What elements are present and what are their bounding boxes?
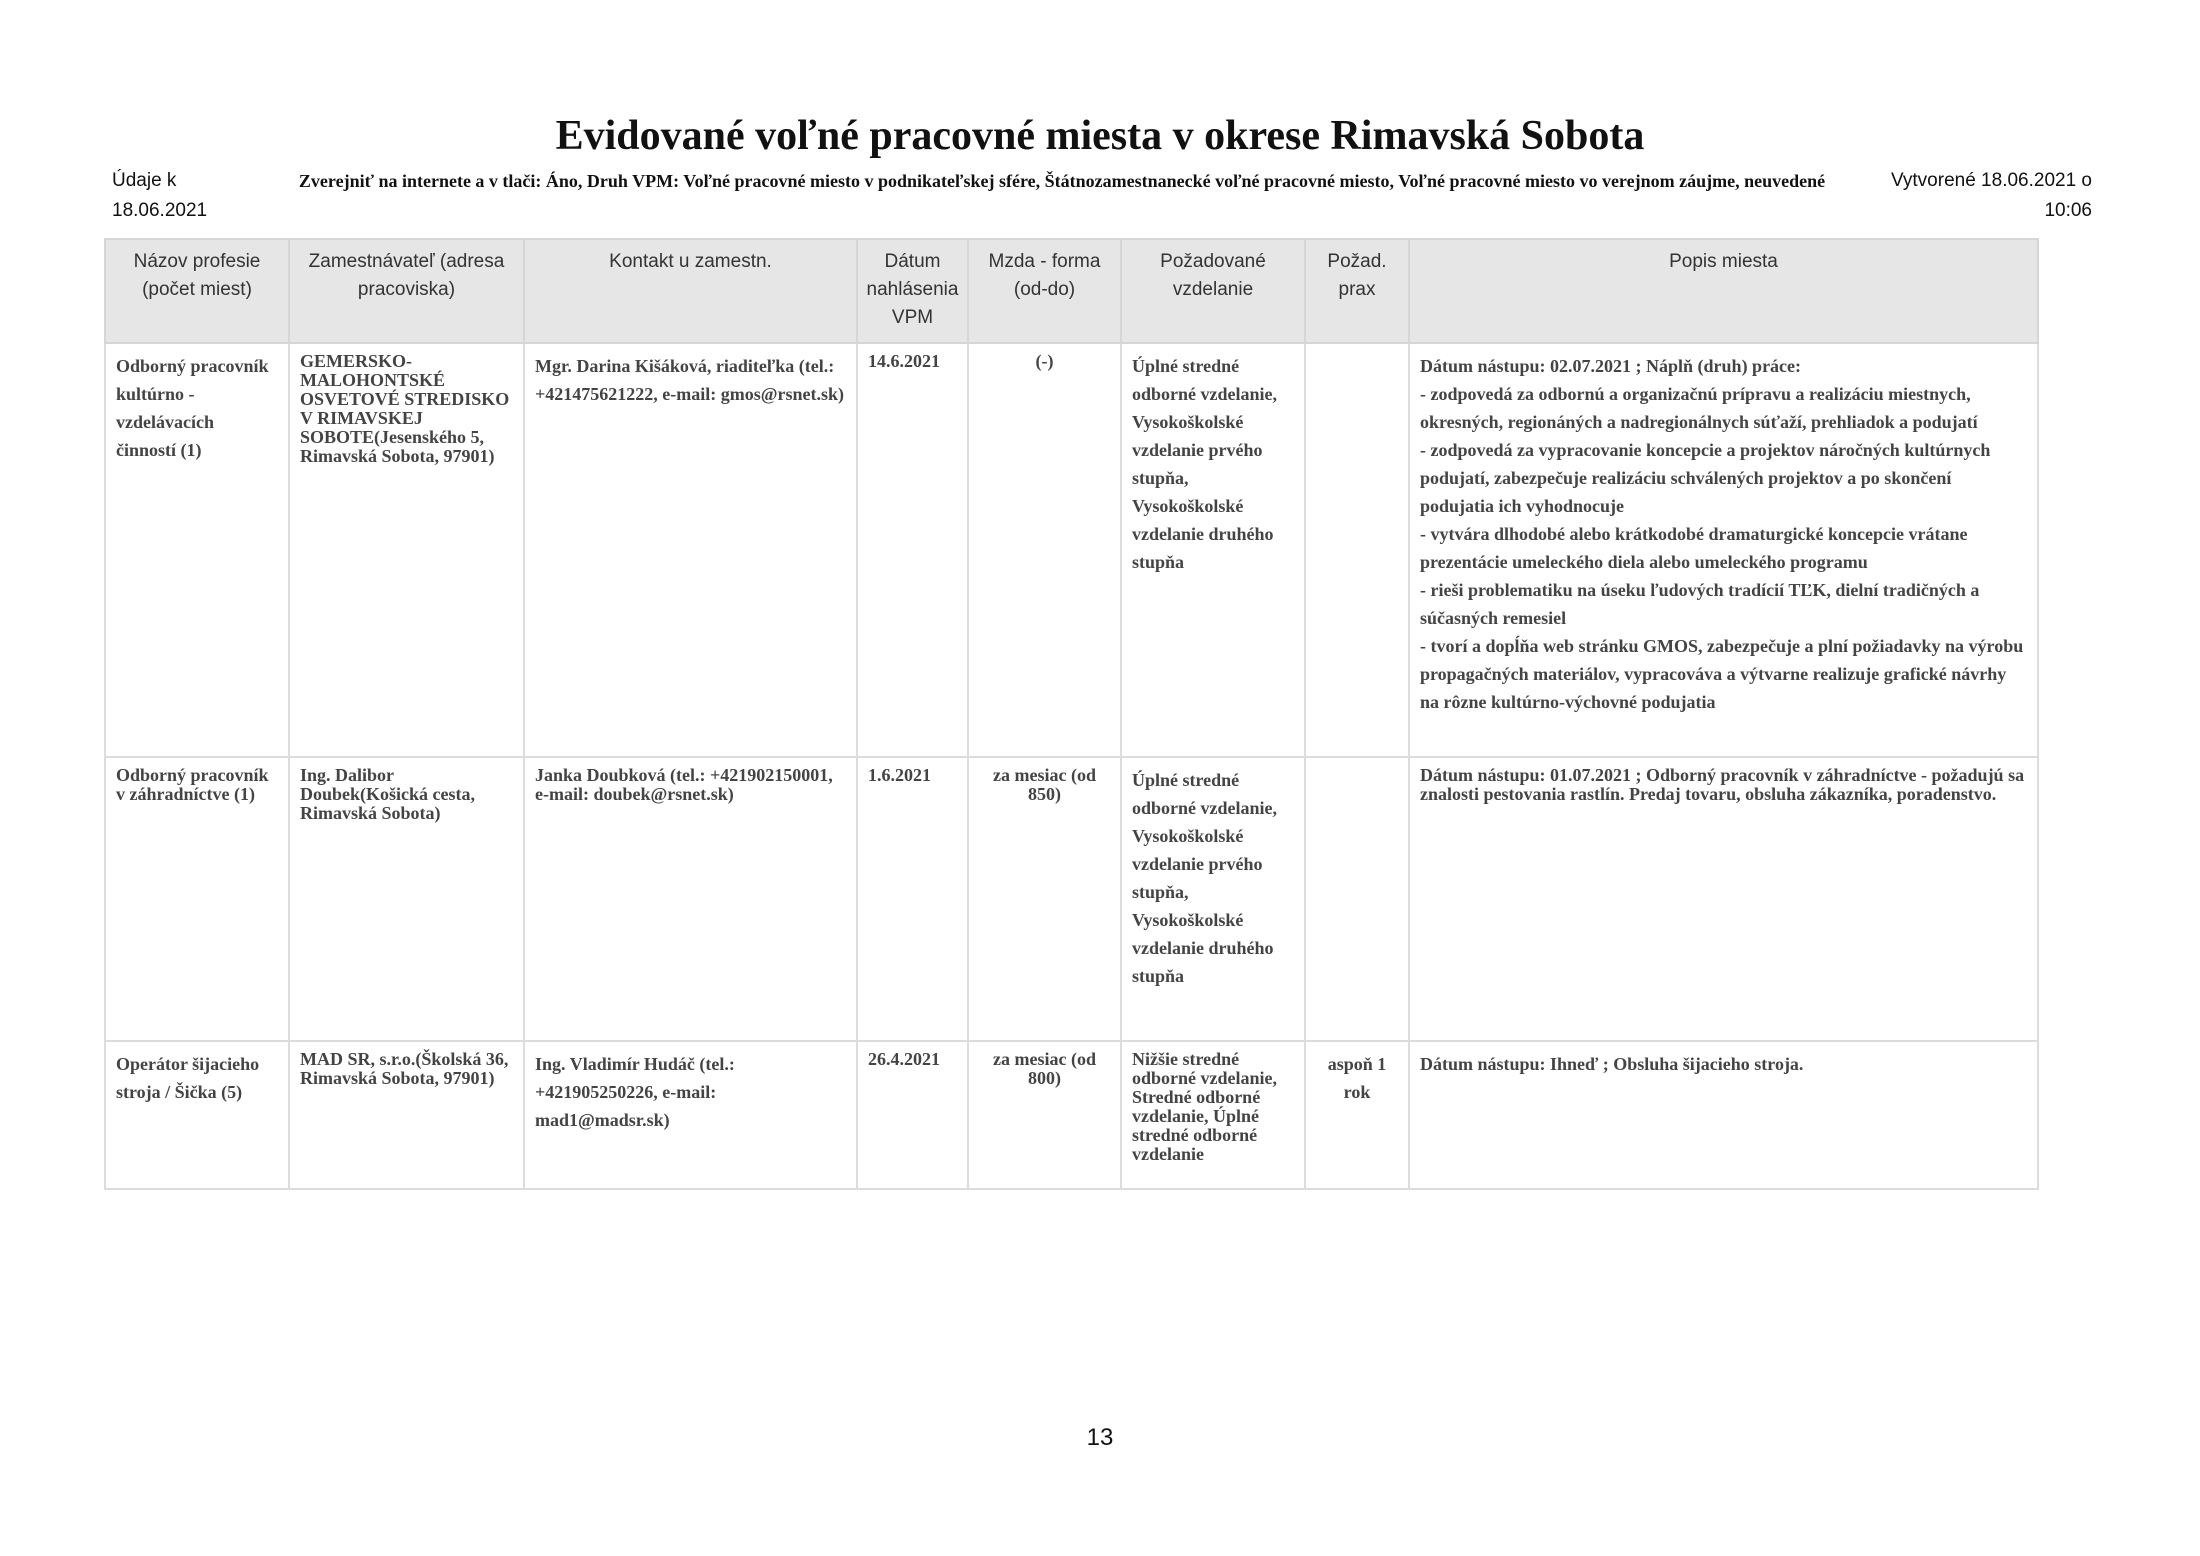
- table-row: [105, 1041, 2038, 1189]
- date-cell: 26.4.2021: [857, 1041, 968, 1189]
- date-cell: 14.6.2021: [857, 343, 968, 757]
- data-date: Údaje k 18.06.2021: [112, 170, 208, 221]
- date-cell: 1.6.2021: [857, 757, 968, 1041]
- description-cell: [1409, 757, 2038, 1041]
- column-header-profession: Názov profesie (počet miest): [105, 239, 289, 343]
- filter-description: Zverejniť na internete a v tlači: Áno, Druh VPM: Voľné pracovné miesto v podnikateľskej sfére, Štátnozamestnanecké voľné pracovné miesto, Voľné pracovné miesto vo verejnom záujme, neuvedené: [298, 171, 1826, 191]
- description-line: Dátum nástupu: 02.07.2021 ; Náplň (druh) práce:: [1420, 356, 1802, 376]
- column-header-date: Dátum nahlásenia VPM: [857, 239, 968, 343]
- description-line: - tvorí a dopĺňa web stránku GMOS, zabezpečuje a plní požiadavky na výrobu propagačných materiálov, vypracováva a výtvarne realizuje grafické návrhy na rôzne kultúrno-výchovné podujatia: [1420, 636, 2024, 712]
- column-header-contact: Kontakt u zamestn.: [524, 239, 857, 343]
- employer-cell: GEMERSKO-MALOHONTSKÉ OSVETOVÉ STREDISKO V RIMAVSKEJ SOBOTE(Jesenského 5, Rimavská Sobota, 97901): [289, 343, 524, 757]
- education-cell: Úplné stredné odborné vzdelanie, Vysokoškolské vzdelanie prvého stupňa, Vysokoškolské vzdelanie druhého stupňa: [1121, 757, 1305, 1041]
- vacancies-table: [104, 238, 2039, 1190]
- column-header-description: Popis miesta: [1409, 239, 2038, 343]
- education-cell: Nižšie stredné odborné vzdelanie, Stredné odborné vzdelanie, Úplné stredné odborné vzdelanie: [1121, 1041, 1305, 1189]
- description-cell: [1409, 1041, 2038, 1189]
- page-number: 13: [1086, 1424, 1114, 1451]
- education-cell: Úplné stredné odborné vzdelanie, Vysokoškolské vzdelanie prvého stupňa, Vysokoškolské vzdelanie druhého stupňa: [1121, 343, 1305, 757]
- salary-cell: za mesiac (od 850): [968, 757, 1121, 1041]
- column-header-employer: Zamestnávateľ (adresa pracoviska): [289, 239, 524, 343]
- profession-cell: Operátor šijacieho stroja / Šička (5): [105, 1041, 289, 1189]
- column-header-salary: Mzda - forma (od-do): [968, 239, 1121, 343]
- created-timestamp: Vytvorené 18.06.2021 o 10:06: [1890, 170, 2092, 221]
- contact-cell: Janka Doubková (tel.: +421902150001, e-mail: doubek@rsnet.sk): [524, 757, 857, 1041]
- description-cell: [1409, 343, 2038, 757]
- table-row: [105, 343, 2038, 757]
- contact-cell: Ing. Vladimír Hudáč (tel.: +421905250226, e-mail: mad1@madsr.sk): [524, 1041, 857, 1189]
- profession-cell: Odborný pracovník v záhradníctve (1): [105, 757, 289, 1041]
- employer-cell: Ing. Dalibor Doubek(Košická cesta, Rimavská Sobota): [289, 757, 524, 1041]
- practice-cell: [1305, 343, 1409, 757]
- salary-cell: (-): [968, 343, 1121, 757]
- description-line: Dátum nástupu: 01.07.2021 ; Odborný pracovník v záhradníctve - požadujú sa znalosti pestovania rastlín. Predaj tovaru, obsluha zákazníka, poradenstvo.: [1420, 765, 2025, 804]
- description-line: Dátum nástupu: Ihneď ; Obsluha šijacieho stroja.: [1420, 1054, 1804, 1074]
- table-header-row: [105, 239, 2038, 343]
- description-line: - vytvára dlhodobé alebo krátkodobé dramaturgické koncepcie vrátane prezentácie umeleckého diela alebo umeleckého programu: [1420, 524, 1968, 572]
- description-line: - rieši problematiku na úseku ľudových tradícií TĽK, dielní tradičných a súčasných remesiel: [1420, 580, 1980, 628]
- column-header-practice: Požad. prax: [1305, 239, 1409, 343]
- column-header-education: Požadované vzdelanie: [1121, 239, 1305, 343]
- description-line: - zodpovedá za odbornú a organizačnú prípravu a realizáciu miestnych, okresných, regionáných a nadregionálnych súťaží, prehliadok a podujatí: [1420, 384, 1978, 432]
- profession-cell: Odborný pracovník kultúrno - vzdelávacích činností (1): [105, 343, 289, 757]
- practice-cell: [1305, 757, 1409, 1041]
- practice-cell: aspoň 1 rok: [1305, 1041, 1409, 1189]
- description-line: - zodpovedá za vypracovanie koncepcie a projektov náročných kultúrnych podujatí, zabezpečuje realizáciu schválených projektov a po skončení podujatia ich vyhodnocuje: [1420, 440, 1991, 516]
- page-title: Evidované voľné pracovné miesta v okrese Rimavská Sobota: [555, 113, 1645, 159]
- employer-cell: MAD SR, s.r.o.(Školská 36, Rimavská Sobota, 97901): [289, 1041, 524, 1189]
- table-row: [105, 757, 2038, 1041]
- contact-cell: Mgr. Darina Kišáková, riaditeľka (tel.: +421475621222, e-mail: gmos@rsnet.sk): [524, 343, 857, 757]
- salary-cell: za mesiac (od 800): [968, 1041, 1121, 1189]
